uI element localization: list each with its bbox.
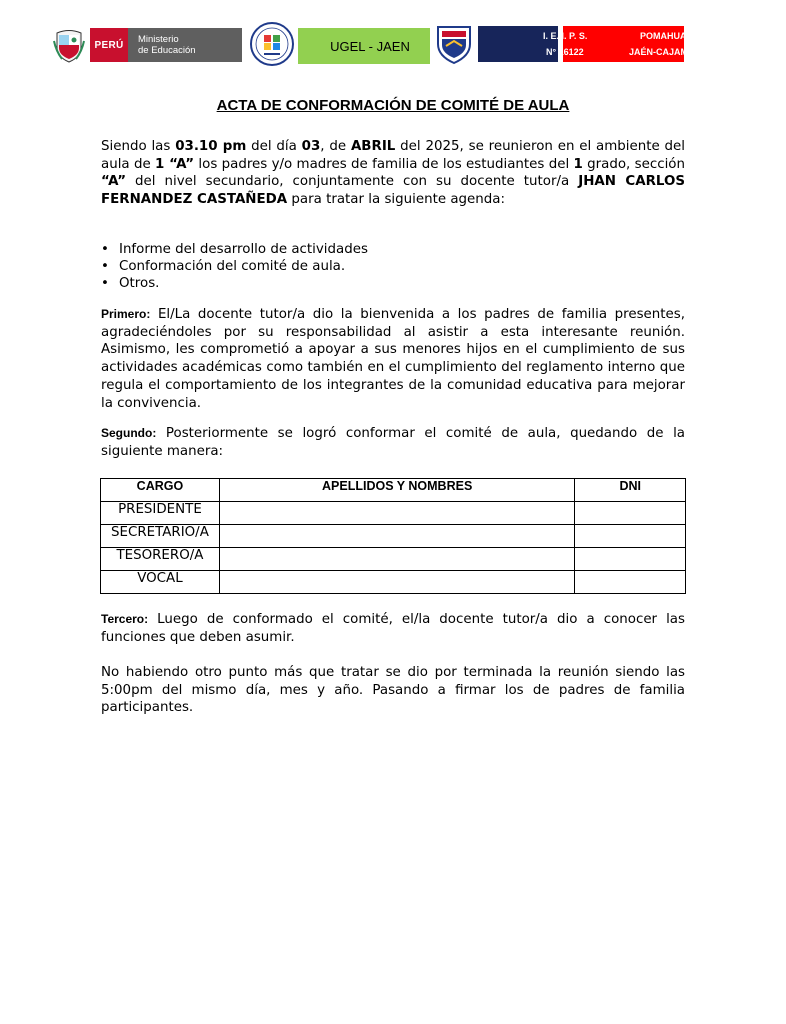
list-item: • Conformación del comité de aula.	[101, 258, 685, 275]
column-header-cargo: CARGO	[101, 479, 220, 502]
cargo-cell: VOCAL	[101, 571, 220, 594]
intro-paragraph: Siendo las 03.10 pm del día 03, de ABRIL del 2025, se reunieron en el ambiente del aula de 1 “A” los padres y/o madres de familia de los estudiantes del 1 grado, sección “A” del nivel secundario, conjuntamente con su docente tutor/a JHAN CARLOS FERNANDEZ CASTAÑEDA para tratar la siguiente agenda:	[101, 139, 685, 208]
dni-cell[interactable]	[575, 502, 686, 525]
tercero-label: Tercero:	[101, 612, 149, 626]
closing-paragraph: No habiendo otro punto más que tratar se dio por terminada la reunión siendo las 5:00pm del mismo día, mes y año. Pasando a firmar los de padres de familia participantes.	[101, 665, 685, 716]
table-row	[101, 525, 686, 548]
nombres-cell[interactable]	[219, 502, 575, 525]
list-item: • Informe del desarrollo de actividades	[101, 241, 685, 258]
header-logos	[54, 22, 715, 68]
table-row	[101, 502, 686, 525]
column-header-dni: DNI	[575, 479, 686, 502]
school-line2: N° 16122	[546, 47, 584, 57]
ministry-label: Ministerio de Educación	[128, 28, 242, 62]
meeting-day: 03	[301, 139, 321, 154]
dni-cell[interactable]	[575, 548, 686, 571]
table-row	[101, 571, 686, 594]
nombres-cell[interactable]	[219, 525, 575, 548]
table-header-row	[101, 479, 686, 502]
primero-paragraph: Primero: El/La docente tutor/a dio la bienvenida a los padres de familia presentes, agradeciéndoles por su responsabilidad al asistir a esta interesante reunión. Asimismo, les comprometió a apoyar a sus menores hijos en el cumplimiento de sus actividades académicas como también en el cumplimiento del reglamento interno que regula el comportamiento de los integrantes de la comunidad educativa para mejorar la convivencia.	[101, 307, 685, 411]
peru-coat-of-arms-icon	[54, 29, 84, 63]
nombres-cell[interactable]	[219, 548, 575, 571]
list-item: • Otros.	[101, 275, 685, 292]
cargo-cell: SECRETARIO/A	[101, 525, 220, 548]
school-place-line2: JAÉN-CAJAMARCA	[629, 47, 715, 57]
school-line1: I. E. I. P. S.	[543, 31, 588, 41]
agenda-list	[101, 241, 685, 292]
meeting-time: 03.10 pm	[175, 139, 247, 154]
nombres-cell[interactable]	[219, 571, 575, 594]
meeting-month: ABRIL	[350, 139, 396, 154]
segundo-label: Segundo:	[101, 426, 157, 440]
primero-label: Primero:	[101, 307, 151, 321]
document-title: ACTA DE CONFORMACIÓN DE COMITÉ DE AULA	[216, 97, 570, 114]
grade: 1	[573, 156, 583, 172]
classroom: 1 “A”	[155, 156, 195, 172]
cargo-cell: PRESIDENTE	[101, 502, 220, 525]
peru-label: PERÚ	[90, 28, 128, 62]
ugel-label: UGEL - JAEN	[298, 28, 430, 64]
regional-logo-icon	[250, 22, 294, 66]
column-header-nombres: APELLIDOS Y NOMBRES	[219, 479, 575, 502]
school-place-line1: POMAHUACA	[640, 31, 700, 41]
tercero-paragraph: Tercero: Luego de conformado el comité, el/la docente tutor/a dio a conocer las funciones que deben asumir.	[101, 612, 685, 645]
tutor-name: JHAN CARLOS FERNANDEZ CASTAÑEDA	[101, 174, 685, 208]
section: “A”	[101, 174, 127, 190]
cargo-cell: TESORERO/A	[101, 548, 220, 571]
segundo-paragraph: Segundo: Posteriormente se logró conformar el comité de aula, quedando de la siguiente manera:	[101, 426, 685, 459]
dni-cell[interactable]	[575, 525, 686, 548]
school-crest-icon	[436, 24, 472, 64]
table-row	[101, 548, 686, 571]
dni-cell[interactable]	[575, 571, 686, 594]
committee-table	[100, 478, 686, 594]
